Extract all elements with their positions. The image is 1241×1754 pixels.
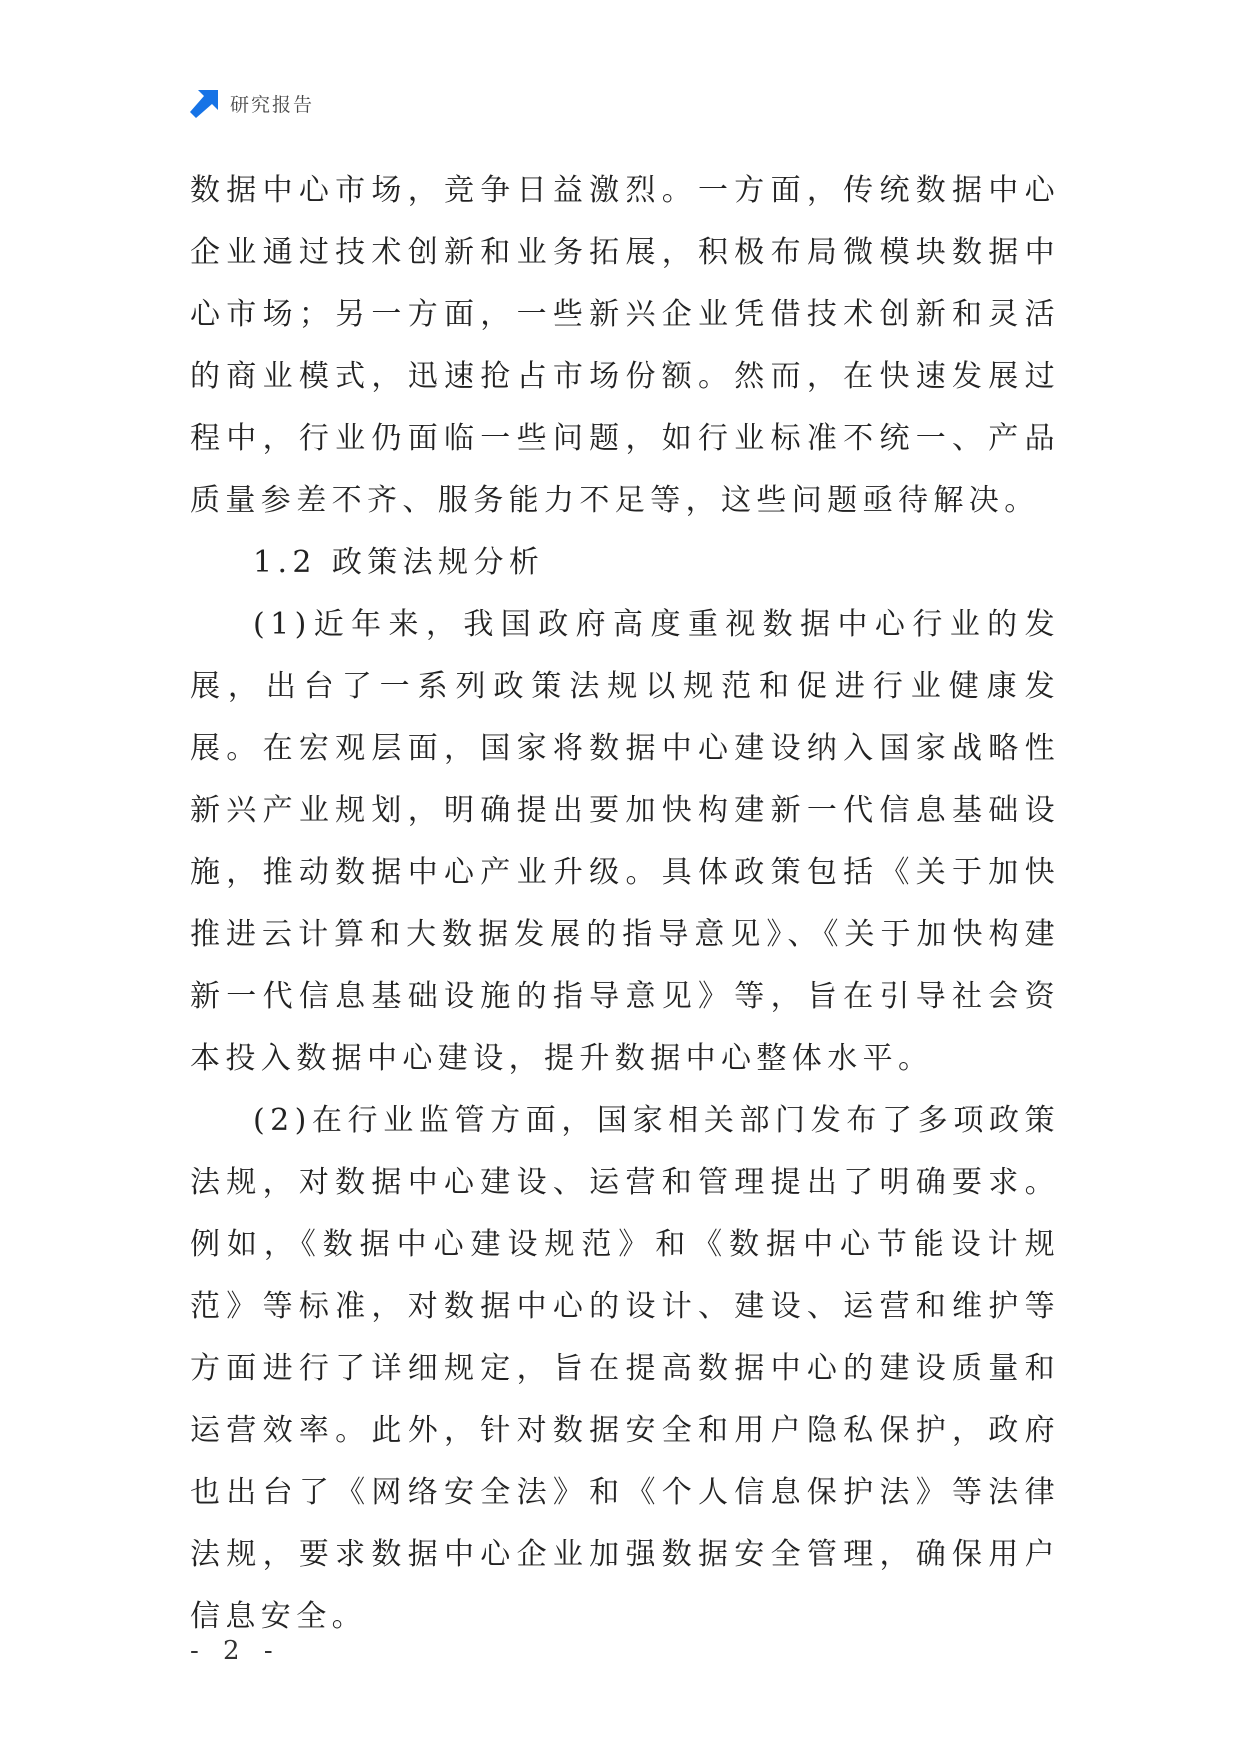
paragraph-market-competition: 数据中心市场，竞争日益激烈。一方面，传统数据中心企业通过技术创新和业务拓展，积极布局微模块数据中心市场；另一方面，一些新兴企业凭借技术创新和灵活的商业模式，迅速抢占市场份额。然而，在快速发展过程中，行业仍面临一些问题，如行业标准不统一、产品质量参差不齐、服务能力不足等，这些问题亟待解决。 <box>190 173 1060 518</box>
arrow-up-right-icon <box>190 88 220 118</box>
paragraph-policy-1: (1)近年来，我国政府高度重视数据中心行业的发展，出台了一系列政策法规以规范和促进行业健康发展。在宏观层面，国家将数据中心建设纳入国家战略性新兴产业规划，明确提出要加快构建新一代信息基础设施，推动数据中心产业升级。具体政策包括《关于加快推进云计算和大数据发展的指导意见》、《关于加快构建新一代信息基础设施的指导意见》等，旨在引导社会资本投入数据中心建设，提升数据中心整体水平。 <box>190 607 1060 1076</box>
section-heading: 1.2 政策法规分析 <box>253 545 545 580</box>
paragraph-policy-2: (2)在行业监管方面，国家相关部门发布了多项政策法规，对数据中心建设、运营和管理提出了明确要求。例如，《数据中心建设规范》和《数据中心节能设计规范》等标准，对数据中心的设计、建设、运营和维护等方面进行了详细规定，旨在提高数据中心的建设质量和运营效率。此外，针对数据安全和用户隐私保护，政府也出台了《网络安全法》和《个人信息保护法》等法律法规，要求数据中心企业加强数据安全管理，确保用户信息安全。 <box>190 1103 1060 1634</box>
header-title: 研究报告 <box>230 93 315 116</box>
document-header <box>190 88 314 118</box>
document-body <box>190 160 1060 1648</box>
page-number: - 2 - <box>190 1636 281 1666</box>
